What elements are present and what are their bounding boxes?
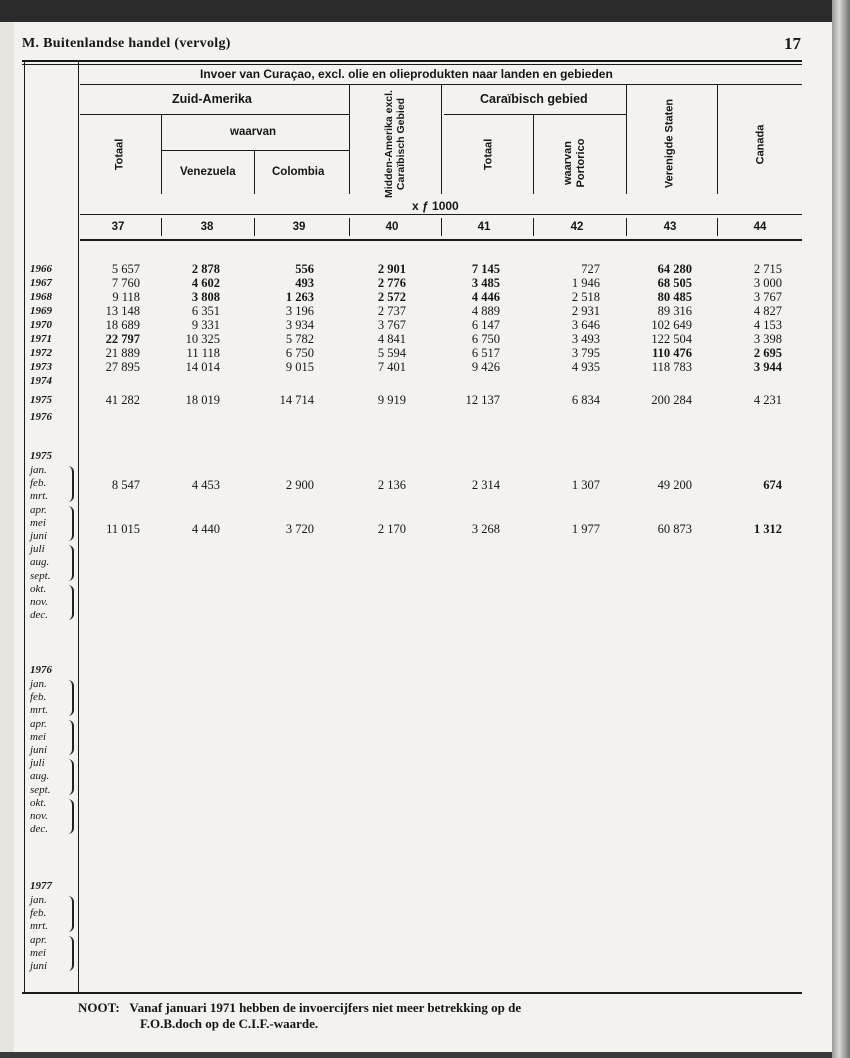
month-label: dec. (30, 609, 49, 622)
col-42-waarvan: waarvan (562, 140, 574, 186)
table-cell: 556 (295, 262, 314, 276)
col-sep (441, 84, 442, 194)
document-page (14, 22, 832, 1052)
table-top-rule-thin (22, 64, 802, 65)
table-cell: 21 889 (105, 346, 140, 360)
table-cell: 2 136 (377, 478, 406, 492)
table-cell: 727 (581, 262, 600, 276)
table-cell: 2 314 (471, 478, 500, 492)
table-cell: 4 440 (191, 522, 220, 536)
month-label: apr. (30, 717, 47, 730)
table-cell: 3 000 (753, 276, 782, 290)
table-cell: 122 504 (651, 332, 692, 346)
column-number: 37 (111, 221, 125, 233)
table-cell: 41 282 (105, 393, 140, 407)
col-41-header: Totaal (482, 138, 495, 171)
unit-label: x ƒ 1000 (412, 199, 459, 213)
month-label: jan. (30, 894, 47, 906)
table-cell: 110 476 (652, 346, 692, 360)
table-cell: 27 895 (105, 360, 140, 374)
table-cell: 7 401 (377, 360, 406, 374)
month-label: nov. (30, 596, 48, 608)
table-cell: 2 776 (377, 276, 406, 290)
table-cell: 674 (763, 478, 782, 492)
month-label: juni (30, 744, 48, 756)
table-cell: 6 750 (285, 346, 314, 360)
table-cell: 22 797 (105, 332, 140, 346)
quarter-brace (64, 720, 74, 756)
table-cell: 7 145 (471, 262, 500, 276)
table-cell: 18 689 (105, 318, 140, 332)
table-cell: 2 572 (377, 290, 406, 304)
month-label: mrt. (30, 920, 49, 933)
col-40-header: Midden-Amerika excl. Caraïbisch Gebied (383, 90, 407, 198)
table-cell: 3 646 (571, 318, 600, 332)
waarvan-rule (162, 150, 350, 151)
quarter-brace (64, 799, 74, 835)
col-sep (626, 84, 627, 194)
month-label: mei (30, 730, 46, 743)
table-cell: 9 331 (191, 318, 220, 332)
table-cell: 13 148 (105, 304, 140, 318)
table-cell: 9 015 (285, 360, 314, 374)
table-cell: 4 889 (471, 304, 500, 318)
table-cell: 4 153 (753, 318, 782, 332)
table-cell: 1 946 (571, 276, 600, 290)
table-cell: 2 900 (285, 478, 314, 492)
column-number: 44 (753, 221, 767, 233)
row-label-year: 1973 (30, 361, 52, 373)
table-cell: 6 351 (191, 304, 220, 318)
table-cell: 118 783 (651, 360, 692, 374)
table-cell: 4 935 (571, 360, 600, 374)
page-number: 17 (784, 34, 801, 53)
scan-top-border (0, 0, 850, 22)
table-top-rule (22, 60, 802, 62)
row-label-year: 1975 (30, 394, 52, 406)
row-label-year: 1976 (30, 411, 52, 423)
col-37-header: Totaal (113, 138, 126, 171)
month-label: juli (30, 543, 45, 556)
table-cell: 3 196 (285, 304, 314, 318)
month-label: aug. (30, 556, 50, 569)
month-label: mei (30, 946, 46, 959)
adjacent-page-strip (0, 22, 14, 1052)
group-waarvan: waarvan (230, 126, 277, 138)
table-cell: 9 426 (471, 360, 500, 374)
table-cell: 6 147 (471, 318, 500, 332)
month-label: apr. (30, 933, 47, 946)
table-cell: 3 493 (571, 332, 600, 346)
table-cell: 2 878 (191, 262, 220, 276)
block-year-label: 1976 (30, 664, 52, 676)
row-label-year: 1967 (30, 277, 52, 289)
col-38-header: Venezuela (180, 166, 236, 178)
table-cell: 3 944 (753, 360, 782, 374)
col-sep (717, 218, 718, 236)
col-sep (626, 218, 627, 236)
table-cell: 1 263 (285, 290, 314, 304)
month-label: okt. (30, 582, 47, 595)
table-cell: 18 019 (185, 393, 220, 407)
table-cell: 7 760 (111, 276, 140, 290)
table-cell: 11 015 (106, 522, 140, 536)
table-cell: 2 518 (571, 290, 600, 304)
table-cell: 200 284 (651, 393, 692, 407)
block-year-label: 1975 (30, 450, 52, 462)
col-sep (254, 218, 255, 236)
caraibisch-rule (444, 114, 626, 115)
month-label: nov. (30, 810, 48, 822)
row-label-year: 1972 (30, 347, 52, 359)
table-cell: 2 737 (377, 304, 406, 318)
col-39-header: Colombia (272, 166, 325, 178)
table-cell: 9 919 (377, 393, 406, 407)
table-cell: 5 594 (377, 346, 406, 360)
quarter-brace (64, 545, 74, 581)
quarter-brace (64, 896, 74, 932)
table-cell: 3 767 (753, 290, 782, 304)
row-label-year: 1966 (30, 263, 52, 275)
col-42-header: Portorico (575, 138, 587, 188)
col-42-header-wrap (562, 108, 588, 218)
column-number: 42 (570, 221, 584, 233)
table-cell: 493 (295, 276, 314, 290)
col-sep (349, 84, 350, 194)
quarter-brace (64, 936, 74, 972)
month-label: feb. (30, 691, 47, 704)
table-cell: 3 808 (191, 290, 220, 304)
month-label: feb. (30, 907, 47, 920)
table-cell: 14 714 (279, 393, 314, 407)
stub-divider (78, 62, 79, 992)
quarter-brace (64, 680, 74, 716)
table-cell: 3 485 (471, 276, 500, 290)
month-label: juni (30, 960, 48, 972)
table-cell: 12 137 (465, 393, 500, 407)
table-cell: 8 547 (111, 478, 140, 492)
table-cell: 5 782 (285, 332, 314, 346)
unit-rule (80, 214, 802, 215)
table-cell: 5 657 (111, 262, 140, 276)
column-number: 40 (385, 221, 399, 233)
footnote-line-1: Vanaf januari 1971 hebben de invoercijfers niet meer betrekking op de (129, 1000, 522, 1015)
table-cell: 3 795 (571, 346, 600, 360)
footnote-line-2: F.O.B.doch op de C.I.F.-waarde. (140, 1016, 319, 1031)
table-cell: 6 750 (471, 332, 500, 346)
row-label-year: 1971 (30, 333, 52, 345)
table-cell: 10 325 (185, 332, 220, 346)
month-label: jan. (30, 678, 47, 690)
month-label: juli (30, 757, 45, 770)
month-label: dec. (30, 823, 49, 836)
col-sep (349, 218, 350, 236)
table-cell: 4 453 (191, 478, 220, 492)
col-sep (441, 218, 442, 236)
table-cell: 9 118 (112, 290, 140, 304)
table-cell: 3 398 (753, 332, 782, 346)
col-44-header: Canada (754, 124, 767, 165)
table-cell: 11 118 (186, 346, 220, 360)
row-label-year: 1970 (30, 319, 52, 331)
col-sep (254, 150, 255, 194)
table-caption: Invoer van Curaçao, excl. olie en olieprodukten naar landen en gebieden (200, 67, 613, 81)
table-cell: 64 280 (657, 262, 692, 276)
col-43-header: Verenigde Staten (663, 98, 676, 189)
table-cell: 2 170 (377, 522, 406, 536)
col-sep (717, 84, 718, 194)
table-cell: 4 827 (753, 304, 782, 318)
month-label: sept. (30, 783, 51, 796)
table-cell: 3 268 (471, 522, 500, 536)
footnote-label: NOOT: (78, 1000, 120, 1015)
col-sep (161, 114, 162, 194)
table-cell: 3 767 (377, 318, 406, 332)
page-edge-shadow (832, 0, 850, 1058)
table-cell: 102 649 (651, 318, 692, 332)
month-label: mei (30, 516, 46, 529)
month-label: mrt. (30, 704, 49, 717)
table-cell: 6 834 (571, 393, 600, 407)
column-number: 39 (292, 221, 306, 233)
month-label: aug. (30, 770, 50, 783)
table-cell: 49 200 (657, 478, 692, 492)
table-cell: 1 977 (571, 522, 600, 536)
row-label-year: 1968 (30, 291, 52, 303)
quarter-brace (64, 466, 74, 502)
column-number: 43 (663, 221, 677, 233)
table-bottom-rule (22, 992, 802, 994)
table-cell: 6 517 (471, 346, 500, 360)
left-border (24, 62, 25, 992)
header-bottom-rule (80, 239, 802, 241)
row-label-year: 1969 (30, 305, 52, 317)
month-label: mrt. (30, 490, 49, 503)
table-cell: 2 901 (377, 262, 406, 276)
column-number: 41 (477, 221, 491, 233)
table-cell: 3 720 (285, 522, 314, 536)
table-cell: 4 231 (753, 393, 782, 407)
table-cell: 2 931 (571, 304, 600, 318)
quarter-brace (64, 585, 74, 621)
table-cell: 3 934 (285, 318, 314, 332)
footnote (78, 1000, 521, 1032)
quarter-brace (64, 759, 74, 795)
month-label: okt. (30, 796, 47, 809)
table-cell: 4 446 (471, 290, 500, 304)
table-cell: 89 316 (657, 304, 692, 318)
block-year-label: 1977 (30, 880, 52, 892)
month-label: feb. (30, 477, 47, 490)
table-cell: 4 841 (377, 332, 406, 346)
table-cell: 2 695 (753, 346, 782, 360)
table-cell: 80 485 (657, 290, 692, 304)
col-sep (533, 218, 534, 236)
table-cell: 1 312 (753, 522, 782, 536)
group-caraibisch: Caraïbisch gebied (480, 92, 588, 106)
page-title: M. Buitenlandse handel (vervolg) (22, 36, 231, 51)
column-number: 38 (200, 221, 214, 233)
month-label: sept. (30, 569, 51, 582)
table-cell: 1 307 (571, 478, 600, 492)
col-sep (533, 114, 534, 194)
table-cell: 14 014 (185, 360, 220, 374)
table-cell: 2 715 (753, 262, 782, 276)
month-label: juni (30, 530, 48, 542)
table-cell: 4 602 (191, 276, 220, 290)
table-cell: 68 505 (657, 276, 692, 290)
quarter-brace (64, 506, 74, 542)
row-label-year: 1974 (30, 375, 52, 387)
col-sep (161, 218, 162, 236)
group-zuid-amerika: Zuid-Amerika (172, 92, 252, 106)
table-cell: 60 873 (657, 522, 692, 536)
month-label: apr. (30, 503, 47, 516)
month-label: jan. (30, 464, 47, 476)
